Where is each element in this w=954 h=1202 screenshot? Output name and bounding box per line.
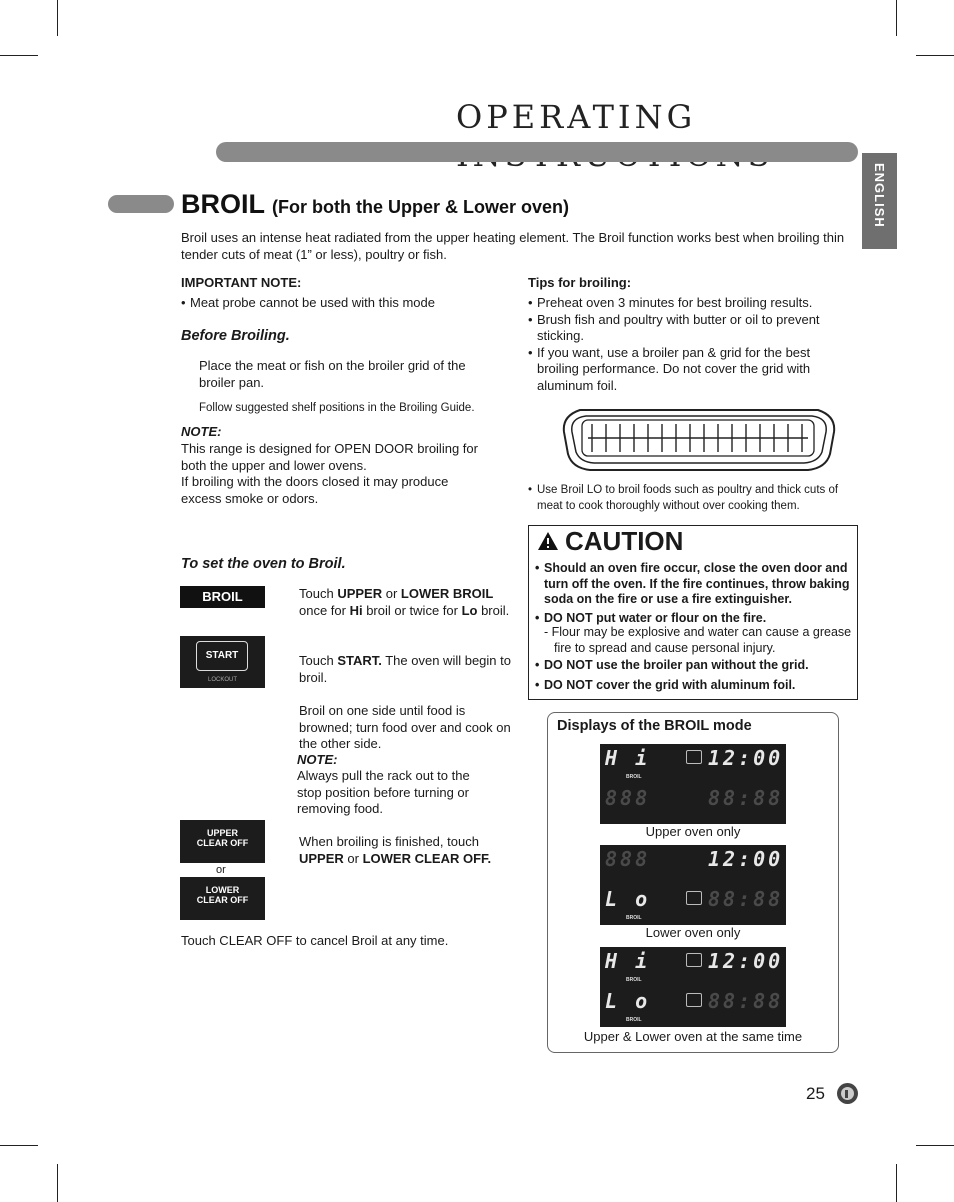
lcd-ghost-time: 88:88 [708, 887, 784, 911]
tip-item: • If you want, use a broiler pan & grid for the best broiling performance. Do not cover the grid with aluminum foil. [528, 345, 838, 395]
caption-both-ovens: Upper & Lower oven at the same time [583, 1029, 803, 1044]
step-3: Broil on one side until food is browned; turn food over and cook on the other side. [299, 703, 511, 751]
important-note-title: IMPORTANT NOTE: [181, 275, 302, 290]
section-marker [108, 195, 174, 213]
lcd-ghost-digits: 888 [605, 847, 651, 871]
displays-title: Displays of the BROIL mode [557, 718, 752, 734]
caption-upper-only: Upper oven only [645, 824, 741, 839]
upper-clear-off-key [180, 820, 265, 863]
section-subtitle: (For both the Upper & Lower oven) [272, 197, 570, 217]
caution-list-2 [535, 658, 851, 693]
lcd-lo: L o [605, 887, 651, 911]
cancel-note: Touch CLEAR OFF to cancel Broil at any time. [181, 933, 449, 948]
warning-icon [537, 531, 559, 551]
caution-item: • DO NOT use the broiler pan without the grid. [535, 658, 851, 674]
lower-key-line1: LOWER [205, 885, 240, 895]
before-broiling-heading: Before Broiling. [181, 328, 290, 344]
broil-key: BROIL [180, 586, 265, 608]
before-broiling-text: Place the meat or fish on the broiler grid of the broiler pan. [199, 358, 466, 390]
caption-lower-only: Lower oven only [645, 925, 741, 940]
start-key [180, 636, 265, 688]
language-tab [862, 153, 897, 249]
broil-element-icon [686, 750, 702, 764]
step-1: Touch UPPER or LOWER BROIL once for Hi broil or twice for Lo broil. [299, 586, 510, 618]
section-title-main: BROIL [181, 189, 265, 219]
broiler-pan-illustration [558, 402, 840, 474]
lcd-broil-label: BROIL [626, 1017, 642, 1023]
caution-title: CAUTION [565, 526, 684, 556]
caution-item: • Should an oven fire occur, close the oven door and turn off the oven. If the fire continues, throw baking soda on the fire or use a fire extinguisher. [535, 561, 851, 608]
note-line-1: This range is designed for OPEN DOOR broiling for both the upper and lower ovens. [181, 441, 478, 473]
lcd-both-ovens [600, 947, 786, 1027]
caution-item: • DO NOT cover the grid with aluminum foil. [535, 678, 851, 694]
lcd-lo: L o [605, 989, 651, 1013]
page-number: 25 [806, 1084, 825, 1103]
tips-list [528, 295, 838, 394]
lcd-broil-label: BROIL [626, 977, 642, 983]
caution-list [535, 561, 851, 626]
start-key-label: START [196, 641, 248, 671]
page-header-title: OPERATING [456, 98, 697, 136]
lo-tip-list [528, 482, 853, 514]
step-2: Touch START. The oven will begin to broil. [299, 653, 511, 685]
important-note-list [181, 295, 501, 312]
lcd-lower-only [600, 845, 786, 925]
lg-logo-icon [837, 1083, 858, 1104]
broil-element-icon [686, 953, 702, 967]
step-3-note-title: NOTE: [297, 752, 338, 767]
caution-item: • DO NOT put water or flour on the fire. [535, 611, 851, 627]
lcd-ghost-digits: 888 [605, 786, 651, 810]
lcd-time: 12:00 [708, 746, 784, 770]
caution-subitem: - Flour may be explosive and water can cause a grease fire to spread and cause personal injury. [544, 625, 852, 655]
lower-key-line2: CLEAR OFF [196, 895, 249, 905]
lcd-time: 12:00 [708, 847, 784, 871]
or-label: or [216, 864, 226, 876]
step-3-note: Always pull the rack out to the stop position before turning or removing food. [297, 768, 470, 816]
header-bar [216, 142, 858, 162]
important-note-item: • Meat probe cannot be used with this mode [181, 295, 501, 312]
section-title [181, 189, 569, 220]
lcd-broil-label: BROIL [626, 774, 642, 780]
language-tab-label: ENGLISH [872, 163, 887, 228]
lcd-hi: H i [605, 949, 651, 973]
lcd-ghost-time: 88:88 [708, 786, 784, 810]
lcd-ghost-time: 88:88 [708, 989, 784, 1013]
lower-clear-off-key [180, 877, 265, 920]
broil-element-icon [686, 993, 702, 1007]
upper-key-line2: CLEAR OFF [196, 838, 249, 848]
before-broiling-small: Follow suggested shelf positions in the Broiling Guide. [199, 402, 475, 414]
section-intro: Broil uses an intense heat radiated from the upper heating element. The Broil function works best when broiling thin tender cuts of meat (1” or less), poultry or fish. [181, 230, 845, 262]
lcd-time: 12:00 [708, 949, 784, 973]
lcd-broil-label: BROIL [626, 915, 642, 921]
lockout-label: LOCKOUT [207, 677, 237, 683]
lcd-hi: H i [605, 746, 651, 770]
broil-element-icon [686, 891, 702, 905]
note-line-2: If broiling with the doors closed it may produce excess smoke or odors. [181, 474, 449, 506]
tips-title: Tips for broiling: [528, 275, 632, 290]
tip-item: • Brush fish and poultry with butter or oil to prevent sticking. [528, 312, 838, 345]
upper-key-line1: UPPER [206, 828, 238, 838]
broil-displays-box [547, 712, 839, 1053]
lo-tip: • Use Broil LO to broil foods such as poultry and thick cuts of meat to cook thoroughly without over cooking them. [528, 482, 853, 514]
caution-box [528, 525, 858, 700]
step-4: When broiling is finished, touch UPPER or LOWER CLEAR OFF. [299, 834, 492, 866]
set-broil-heading: To set the oven to Broil. [181, 556, 346, 572]
note-title: NOTE: [181, 424, 222, 439]
tip-item: • Preheat oven 3 minutes for best broiling results. [528, 295, 838, 312]
lcd-upper-only [600, 744, 786, 824]
